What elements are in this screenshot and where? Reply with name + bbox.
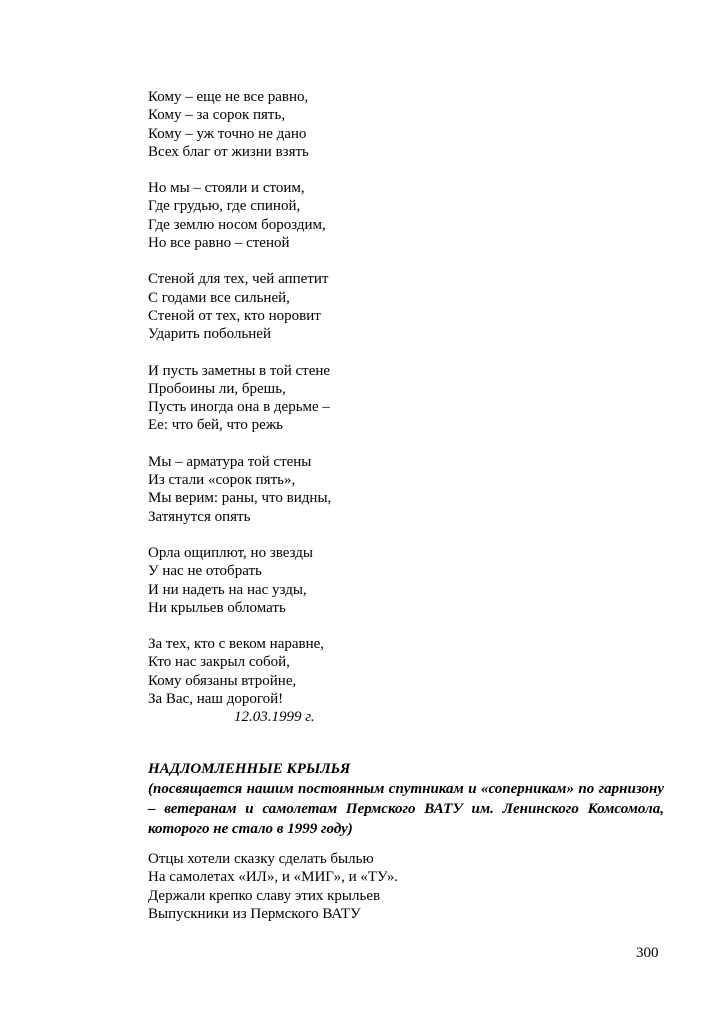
poem-date: 12.03.1999 г. bbox=[234, 709, 315, 726]
poem-line: И пусть заметны в той стене bbox=[148, 362, 331, 379]
poem-line: Но мы – стояли и стоим, bbox=[148, 180, 305, 197]
poem-line: Ни крыльев обломать bbox=[148, 599, 286, 616]
poem-line: Из стали «сорок пять», bbox=[148, 472, 296, 489]
stanza-2 bbox=[148, 179, 568, 252]
poem-line: Ее: что бей, что режь bbox=[148, 417, 284, 434]
stanza-4 bbox=[148, 362, 568, 435]
poem-line: Кому – за сорок пять, bbox=[148, 107, 286, 124]
section-dedication: (посвящается нашим постоянным спутникам и «соперникам» по гарнизону – ветеранам и самолетам Пермского ВАТУ им. Ленинского Комсомола, которого не стало в 1999 году) bbox=[148, 781, 664, 837]
poem-line: Выпускники из Пермского ВАТУ bbox=[148, 905, 361, 922]
section-title: НАДЛОМЛЕННЫЕ КРЫЛЬЯ bbox=[148, 761, 351, 777]
poem-line: Кому обязаны втройне, bbox=[148, 672, 297, 689]
poem-line: С годами все сильней, bbox=[148, 289, 290, 306]
poem-line: За тех, кто с веком наравне, bbox=[148, 636, 325, 653]
poem-line: Мы верим: раны, что видны, bbox=[148, 490, 332, 507]
poem-line: Мы – арматура той стены bbox=[148, 453, 312, 470]
poem-line: Стеной от тех, кто норовит bbox=[148, 307, 321, 324]
poem-line: За Вас, наш дорогой! bbox=[148, 691, 284, 708]
poem-line: Всех благ от жизни взять bbox=[148, 143, 309, 160]
poem bbox=[148, 88, 568, 727]
poem-line: Держали крепко славу этих крыльев bbox=[148, 887, 381, 904]
poem-line: Орла ощиплют, но звезды bbox=[148, 544, 313, 561]
poem-line: Пусть иногда она в дерьме – bbox=[148, 399, 330, 416]
stanza-3 bbox=[148, 270, 568, 343]
poem-line: У нас не отобрать bbox=[148, 563, 262, 580]
page-number: 300 bbox=[636, 945, 659, 961]
poem-line: Затянутся опять bbox=[148, 508, 251, 525]
poem-line: Отцы хотели сказку сделать былью bbox=[148, 851, 374, 867]
poem-line: На самолетах «ИЛ», и «МИГ», и «ТУ». bbox=[148, 869, 398, 886]
stanza-1 bbox=[148, 88, 568, 161]
poem-line: Но все равно – стеной bbox=[148, 235, 290, 252]
section-heading bbox=[148, 760, 664, 839]
stanza-7 bbox=[148, 635, 568, 726]
poem-line: Кто нас закрыл собой, bbox=[148, 654, 290, 671]
poem-line: Где землю носом бороздим, bbox=[148, 216, 326, 233]
stanza-5 bbox=[148, 453, 568, 526]
poem-2 bbox=[148, 850, 568, 923]
poem-line: И ни надеть на нас узды, bbox=[148, 581, 307, 598]
poem-line: Пробоины ли, брешь, bbox=[148, 380, 286, 397]
poem-line: Кому – уж точно не дано bbox=[148, 125, 307, 142]
poem-line: Ударить побольней bbox=[148, 326, 271, 343]
stanza-6 bbox=[148, 544, 568, 617]
poem-line: Стеной для тех, чей аппетит bbox=[148, 271, 329, 288]
poem-line: Где грудью, где спиной, bbox=[148, 198, 301, 215]
poem-line: Кому – еще не все равно, bbox=[148, 89, 309, 105]
